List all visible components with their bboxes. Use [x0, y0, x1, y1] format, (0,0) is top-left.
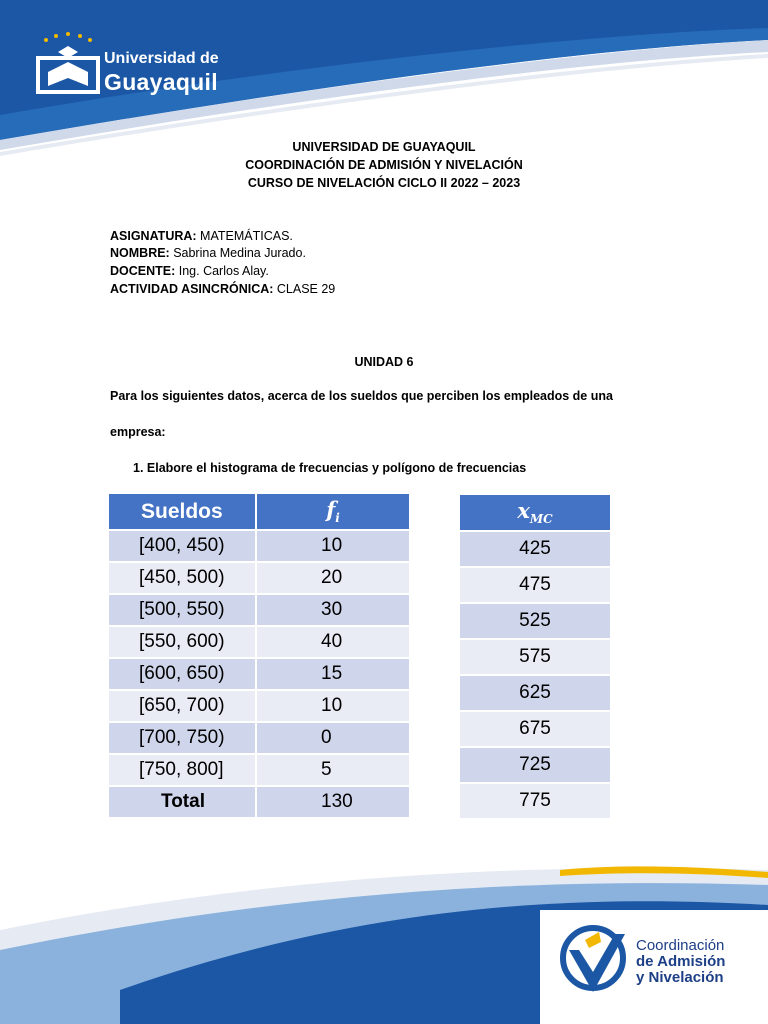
header-coordination: COORDINACIÓN DE ADMISIÓN Y NIVELACIÓN	[245, 158, 523, 172]
table-row: 775	[460, 784, 612, 820]
table-row: [500, 550) 30	[109, 595, 411, 627]
coordination-logo-icon	[555, 920, 633, 1000]
class-mark-table	[460, 495, 612, 820]
table-row: 625	[460, 676, 612, 712]
coordination-logo-line2: de Admisión	[636, 953, 726, 970]
logo-text-line1: Universidad de	[104, 50, 219, 67]
table-row: [450, 500) 20	[109, 563, 411, 595]
coordination-logo-line3: y Nivelación	[636, 969, 724, 986]
header-university: UNIVERSIDAD DE GUAYAQUIL	[292, 140, 476, 154]
header-sueldos: Sueldos	[109, 494, 257, 531]
table-row: 725	[460, 748, 612, 784]
unit-title: UNIDAD 6	[354, 355, 414, 369]
table-row: [650, 700) 10	[109, 691, 411, 723]
header-course: CURSO DE NIVELACIÓN CICLO II 2022 – 2023	[247, 176, 521, 190]
paragraph-line1: Para los siguientes datos, acerca de los sueldos que perciben los empleados de una	[110, 389, 613, 403]
coordination-logo-line1: Coordinación	[636, 937, 725, 954]
table-row: [550, 600) 40	[109, 627, 411, 659]
table-row: 575	[460, 640, 612, 676]
table-row: 675	[460, 712, 612, 748]
info-docente: DOCENTE: Ing. Carlos Alay.	[110, 264, 269, 278]
table-row: 425	[460, 532, 612, 568]
frequency-table	[109, 494, 411, 819]
table-row: [400, 450) 10	[109, 531, 411, 563]
info-actividad: ACTIVIDAD ASINCRÓNICA: CLASE 29	[110, 282, 336, 296]
header-xmc: $x_{MC}$	[460, 495, 612, 532]
table-row: [700, 750) 0	[109, 723, 411, 755]
logo-text-line2: Guayaquil	[104, 69, 218, 95]
task-item: 1. Elabore el histograma de frecuencias y polígono de frecuencias	[133, 461, 527, 475]
table-row: 525	[460, 604, 612, 640]
table-row: [750, 800] 5	[109, 755, 411, 787]
paragraph-line2: empresa:	[110, 425, 166, 439]
table-row: 475	[460, 568, 612, 604]
table-row: [600, 650) 15	[109, 659, 411, 691]
info-nombre: NOMBRE: Sabrina Medina Jurado.	[110, 246, 306, 260]
info-asignatura: ASIGNATURA: MATEMÁTICAS.	[110, 229, 293, 243]
header-fi: $f_i$	[257, 494, 411, 531]
table-row-total: Total 130	[109, 787, 411, 819]
